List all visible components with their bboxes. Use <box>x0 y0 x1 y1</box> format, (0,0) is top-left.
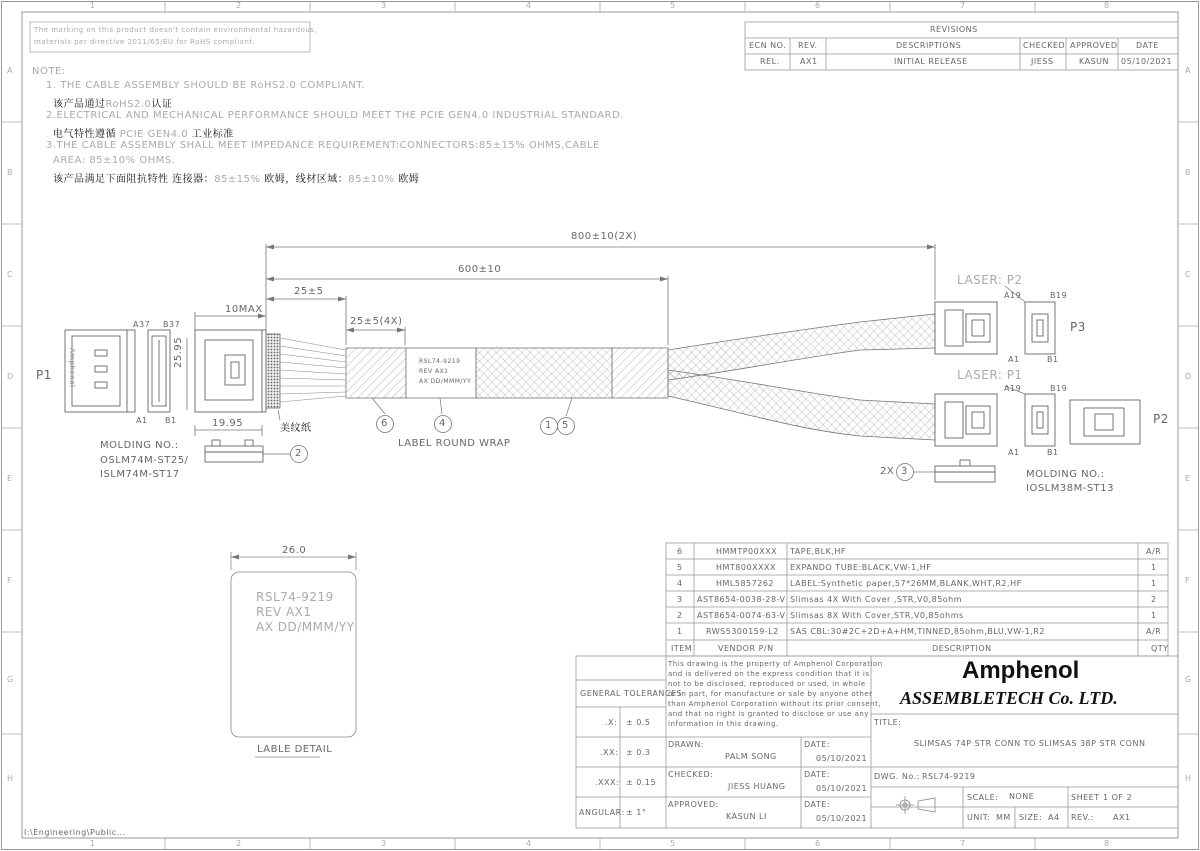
bom-pn-3: AST8654-0038-28-V <box>697 595 786 604</box>
p2-connector-top <box>935 394 997 446</box>
wire-bundle <box>280 338 346 402</box>
checked-date: 05/10/2021 <box>816 784 868 793</box>
bom-header-item: ITEM <box>671 644 693 653</box>
cable-label-line-3: AX DD/MMM/YY <box>419 378 472 385</box>
approved-label: APPROVED: <box>668 800 719 809</box>
label-b37: B37 <box>163 320 181 329</box>
size-label: SIZE: <box>1019 813 1043 822</box>
label-2x: 2X <box>880 466 895 477</box>
unit-value: MM <box>996 813 1011 822</box>
checked-label: CHECKED: <box>668 770 714 779</box>
tape-wrap <box>266 334 280 408</box>
grid-col-8-bottom: 8 <box>1104 839 1110 848</box>
label-p3: P3 <box>1070 320 1086 334</box>
note-2-zh-a: 电气特性遵循 <box>53 129 116 140</box>
scale-label: SCALE: <box>967 793 999 802</box>
grid-col-2: 2 <box>236 1 242 10</box>
label-laser-p2: LASER: P2 <box>957 273 1023 287</box>
balloon-3: 3 <box>901 466 908 477</box>
part-2-drawing <box>205 440 263 462</box>
bom-qty-2: 1 <box>1151 611 1157 620</box>
balloon-5: 5 <box>562 420 569 431</box>
molding-left-2: OSLM74M-ST25/ <box>100 455 189 466</box>
tol-xx-value: ± 0.3 <box>626 748 651 757</box>
label-a1-top: A1 <box>1008 355 1020 364</box>
branch-lower <box>668 370 935 440</box>
label-b1-bottom: B1 <box>1047 448 1059 457</box>
note-3b: AREA: 85±10% OHMS. <box>53 155 176 166</box>
disclaimer-line-2: and is delivered on the express condition that it is <box>668 670 870 678</box>
grid-row-h-right: H <box>1185 774 1192 783</box>
grid-col-5: 5 <box>670 1 676 10</box>
label-b19-top: B19 <box>1050 291 1068 300</box>
part-3-drawing <box>935 460 995 482</box>
label-detail-line-3: AX DD/MMM/YY <box>256 620 355 634</box>
dwg-no: RSL74-9219 <box>922 772 976 781</box>
label-a1-left: A1 <box>136 416 148 425</box>
molding-left-3: ISLM74M-ST17 <box>100 469 180 480</box>
checked-by: JIESS HUANG <box>728 782 786 791</box>
label-laser-p1: LASER: P1 <box>957 368 1023 382</box>
tol-xxx-label: .XXX: <box>595 778 620 787</box>
rev-cell-ecn: REL. <box>760 57 780 66</box>
grid-row-c-right: C <box>1185 270 1192 279</box>
note-3-zh <box>53 170 419 185</box>
grid-row-c: C <box>7 270 14 279</box>
drawn-date-label: DATE: <box>804 740 831 749</box>
bom-item-2: 2 <box>677 611 683 620</box>
grid-row-h: H <box>7 774 14 783</box>
approved-date-label: DATE: <box>804 800 831 809</box>
balloon-6: 6 <box>381 418 388 429</box>
tol-angular-label: ANGULAR: <box>579 808 625 817</box>
bom-desc-2: Slimsas 8X With Cover,STR,V0,85ohms <box>790 611 964 620</box>
rev-header-approved: APPROVED <box>1070 41 1118 50</box>
rev-label: REV.: <box>1071 813 1094 822</box>
grid-col-6-bottom: 6 <box>815 839 821 848</box>
p2-front-view <box>1070 400 1140 444</box>
heatshrink-split <box>612 348 668 398</box>
approved-date: 05/10/2021 <box>816 814 868 823</box>
bom-qty-5: 1 <box>1151 563 1157 572</box>
scale-value: NONE <box>1009 792 1035 801</box>
grid-col-4-bottom: 4 <box>526 839 532 848</box>
note-1-zh-c: 认证 <box>151 99 173 110</box>
drawn-by: PALM SONG <box>725 752 777 761</box>
bom-qty-6: A/R <box>1146 547 1162 556</box>
grid-row-f: F <box>7 576 13 585</box>
rohs-notice-line-2: materials per directive 2011/65/EU for RoHS compliant. <box>34 38 256 46</box>
grid-row-e-right: E <box>1185 474 1191 483</box>
bom-desc-6: TAPE,BLK,HF <box>790 547 847 556</box>
label-detail-line-2: REV AX1 <box>256 605 312 619</box>
note-3-zh-e: 欧姆 <box>398 174 420 185</box>
rev-header-date: DATE <box>1136 41 1159 50</box>
label-p1: P1 <box>36 368 52 382</box>
disclaimer-line-1: This drawing is the property of Amphenol Corporation <box>668 660 883 668</box>
note-1-zh-b: RoHS2.0 <box>105 99 152 110</box>
note-3-zh-c: 欧姆，线材区域： <box>264 174 349 185</box>
molding-left-1: MOLDING NO.: <box>100 440 179 451</box>
grid-col-6: 6 <box>815 1 821 10</box>
grid-row-b: B <box>7 168 13 177</box>
company-logo: Amphenol <box>962 657 1080 684</box>
grid-row-a-right: A <box>1185 66 1191 75</box>
note-1-zh <box>53 95 172 110</box>
molding-right-1: MOLDING NO.: <box>1026 469 1105 480</box>
dwg-no-label: DWG. No.: <box>874 772 920 781</box>
label-round-wrap: LABEL ROUND WRAP <box>398 438 511 449</box>
drawing-title: SLIMSAS 74P STR CONN TO SLIMSAS 38P STR CONN <box>914 739 1146 748</box>
dim-1995: 19.95 <box>212 418 244 429</box>
dim-10max: 10MAX <box>225 304 263 315</box>
tol-xxx-value: ± 0.15 <box>626 778 657 787</box>
bom-desc-3: Slimsas 4X With Cover ,STR,V0,85ohm <box>790 595 963 604</box>
note-1-zh-a: 该产品通过 <box>53 99 106 110</box>
grid-col-8: 8 <box>1104 1 1110 10</box>
rev-header-checked: CHECKED <box>1023 41 1066 50</box>
disclaimer-line-3: not to be disclosed, reproduced or used, in whole <box>668 680 866 688</box>
grid-col-3: 3 <box>381 1 387 10</box>
drawn-label: DRAWN: <box>668 740 705 749</box>
rev-cell-rev: AX1 <box>800 57 818 66</box>
sheet-label: SHEET <box>1071 793 1100 802</box>
label-a1-bottom: A1 <box>1008 448 1020 457</box>
label-a19-top: A19 <box>1004 291 1022 300</box>
disclaimer-line-6: and that no right is granted to disclose or use any <box>668 710 869 718</box>
dim-split: 600±10 <box>458 264 502 275</box>
grid-col-3-bottom: 3 <box>381 839 387 848</box>
bom-pn-5: HMT800XXXX <box>716 563 776 572</box>
footer-path: I:\Engineering\Public... <box>24 828 126 837</box>
grid-col-7: 7 <box>960 1 966 10</box>
p1-top-connector <box>195 330 266 412</box>
cable-label-line-1: RSL74-9219 <box>419 358 461 365</box>
bom-item-1: 1 <box>677 627 683 636</box>
grid-row-g: G <box>7 675 14 684</box>
grid-col-7-bottom: 7 <box>960 839 966 848</box>
projection-symbol <box>896 796 935 814</box>
label-detail-width: 26.0 <box>282 545 307 556</box>
notes-heading: NOTE: <box>32 66 66 77</box>
note-3-zh-d: 85±10% <box>348 174 395 185</box>
molding-right-2: IOSLM38M-ST13 <box>1026 483 1115 494</box>
label-meiwenzhi: 美纹纸 <box>280 423 312 434</box>
bom-qty-1: A/R <box>1146 627 1162 636</box>
drawn-date: 05/10/2021 <box>816 754 868 763</box>
disclaimer-line-7: information in this drawing. <box>668 720 779 728</box>
rev-cell-approved: KASUN <box>1079 57 1109 66</box>
note-3-zh-a: 该产品满足下面阻抗特性 连接器： <box>53 174 215 185</box>
bom-item-6: 6 <box>677 547 683 556</box>
note-2-zh <box>53 125 234 140</box>
p2-side-view <box>1025 394 1055 446</box>
label-a19-bottom: A19 <box>1004 384 1022 393</box>
p3-connector-top <box>935 302 997 354</box>
note-3a: 3.THE CABLE ASSEMBLY SHALL MEET IMPEDANCE REQUIREMENT:CONNECTORS:85±15% OHMS,CABLE <box>46 140 600 151</box>
label-p2: P2 <box>1153 412 1169 426</box>
label-detail-frame <box>231 552 356 757</box>
rev-header-ecn: ECN NO. <box>749 41 787 50</box>
tol-xx-label: .XX: <box>600 748 619 757</box>
tol-angular-value: ± 1° <box>626 808 647 817</box>
rev-header-rev: REV. <box>798 41 818 50</box>
revisions-title: REVISIONS <box>930 25 978 34</box>
dim-25x4: 25±5(4X) <box>350 316 403 327</box>
dim-2595: 25.95 <box>173 336 184 368</box>
grid-col-5-bottom: 5 <box>670 839 676 848</box>
bom-header-qty: QTY <box>1151 644 1169 653</box>
grid-row-d: D <box>7 372 14 381</box>
title-label: TITLE: <box>874 718 902 727</box>
grid-col-1-bottom: 1 <box>90 839 96 848</box>
disclaimer-line-4: or in part, for manufacture or sale by anyone other <box>668 690 873 698</box>
tol-x-label: .X: <box>605 718 618 727</box>
bom-item-3: 3 <box>677 595 683 604</box>
note-1: 1. THE CABLE ASSEMBLY SHOULD BE RoHS2.0 COMPLIANT. <box>46 80 366 91</box>
bom-header-pn: VENDOR P/N <box>718 644 774 653</box>
branch-upper <box>668 314 935 380</box>
p3-side-view <box>1025 302 1055 354</box>
checked-date-label: DATE: <box>804 770 831 779</box>
label-a37: A37 <box>133 320 151 329</box>
balloon-4: 4 <box>439 418 446 429</box>
grid-row-a: A <box>7 66 13 75</box>
dim-overall: 800±10(2X) <box>571 231 638 242</box>
note-2-zh-b: PCIE GEN4.0 <box>119 129 189 140</box>
rev-cell-desc: INITIAL RELEASE <box>894 57 968 66</box>
bom-header-desc: DESCRIPTION <box>932 644 992 653</box>
disclaimer-line-5: than Amphenol Corporation without its prior consent, <box>668 700 882 708</box>
balloon-1: 1 <box>545 420 552 431</box>
grid-row-g-right: G <box>1185 675 1192 684</box>
note-3-zh-b: 85±15% <box>214 174 261 185</box>
general-tolerances: GENERAL TOLERANCES <box>580 689 683 698</box>
cable-label-line-2: REV AX1 <box>419 368 449 375</box>
size-value: A4 <box>1048 813 1060 822</box>
label-b19-bottom: B19 <box>1050 384 1068 393</box>
braid-main <box>476 348 612 398</box>
bom-pn-2: AST8654-0074-63-V <box>697 611 786 620</box>
bom-pn-1: RWS5300159-L2 <box>706 627 779 636</box>
bom-desc-1: SAS CBL:30#2C+2D+A+HM,TINNED,85ohm,BLU,VW-1,R2 <box>790 627 1046 636</box>
label-b1-left: B1 <box>165 416 177 425</box>
grid-row-d-right: D <box>1185 372 1192 381</box>
brand-mark-p1: Amphenol <box>68 348 76 388</box>
rev-cell-checked: JIESS <box>1031 57 1054 66</box>
bom-pn-6: HMMTP00XXX <box>716 547 778 556</box>
sheet-value: 1 OF 2 <box>1103 793 1133 802</box>
bom-qty-4: 1 <box>1151 579 1157 588</box>
grid-col-1: 1 <box>90 1 96 10</box>
bom-qty-3: 2 <box>1151 595 1157 604</box>
grid-row-b-right: B <box>1185 168 1191 177</box>
note-2-zh-c: 工业标准 <box>191 129 234 140</box>
label-detail-caption: LABLE DETAIL <box>257 744 333 755</box>
bom-item-5: 5 <box>677 563 683 572</box>
note-2: 2.ELECTRICAL AND MECHANICAL PERFORMANCE SHOULD MEET THE PCIE GEN4.0 INDUSTRIAL STANDARD. <box>46 110 624 121</box>
rohs-notice-line-1: The marking on this product doesn't contain environmental hazardous, <box>34 26 318 34</box>
rev-cell-date: 05/10/2021 <box>1121 57 1173 66</box>
bom-desc-5: EXPANDO TUBE:BLACK,VW-1,HF <box>790 563 932 572</box>
label-b1-top: B1 <box>1047 355 1059 364</box>
grid-row-e: E <box>7 474 13 483</box>
unit-label: UNIT: <box>967 813 991 822</box>
approved-by: KASUN LI <box>726 812 767 821</box>
grid-col-2-bottom: 2 <box>236 839 242 848</box>
company-name: ASSEMBLETECH Co. LTD. <box>900 688 1118 708</box>
tol-x-value: ± 0.5 <box>626 718 651 727</box>
rev-value: AX1 <box>1113 813 1131 822</box>
grid-row-f-right: F <box>1185 576 1191 585</box>
bom-desc-4: LABEL:Synthetic paper,57*26MM,BLANK,WHT,R2,HF <box>790 579 1022 588</box>
grid-col-4: 4 <box>526 1 532 10</box>
balloon-2: 2 <box>295 448 302 459</box>
p1-side-view <box>148 330 170 412</box>
bom-pn-4: HML5857262 <box>716 579 775 588</box>
dim-25: 25±5 <box>294 286 324 297</box>
heatshrink-left <box>346 348 406 398</box>
label-detail-line-1: RSL74-9219 <box>256 590 334 604</box>
rev-header-desc: DESCRIPTIONS <box>896 41 962 50</box>
bom-item-4: 4 <box>677 579 683 588</box>
